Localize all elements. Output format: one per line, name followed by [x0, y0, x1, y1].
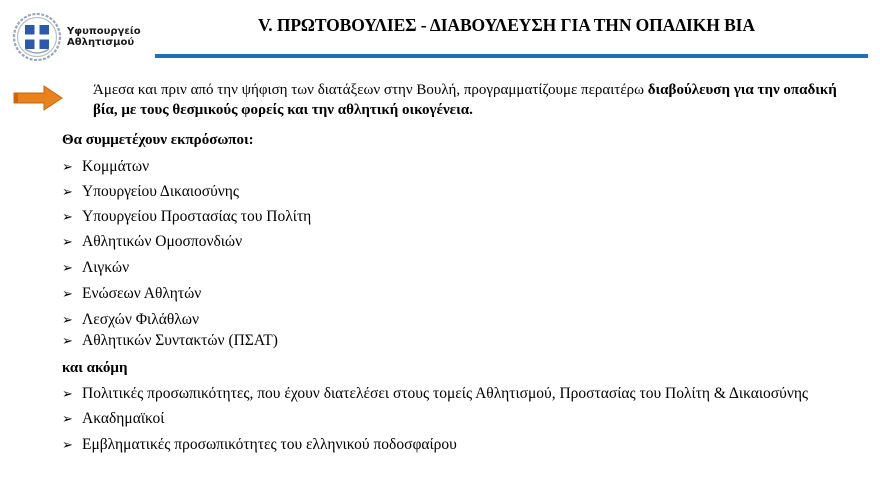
- list-item-label: Εμβληματικές προσωπικότητες του ελληνικού ποδοσφαίρου: [82, 436, 457, 453]
- list-item-label: Αθλητικών Ομοσπονδιών: [82, 233, 243, 250]
- list-item: [62, 436, 457, 454]
- intro-text-bold: διαβούλευση για την οπαδική βία, με τους θεσμικούς φορείς και την αθλητική οικογένεια.: [93, 82, 837, 118]
- intro-text: Άμεσα και πριν από την ψήφιση των διατάξεων στην Βουλή, προγραμματίζουμε περαιτέρω: [93, 82, 648, 98]
- arrowhead-bullet-icon: ➢: [62, 312, 73, 328]
- arrowhead-bullet-icon: ➢: [62, 411, 73, 427]
- list-item-label: Λεσχών Φιλάθλων: [82, 311, 200, 328]
- list-item: [62, 208, 311, 226]
- arrowhead-bullet-icon: ➢: [62, 260, 73, 276]
- arrowhead-bullet-icon: ➢: [62, 386, 73, 402]
- arrowhead-bullet-icon: ➢: [62, 333, 73, 349]
- title-divider: [155, 54, 868, 58]
- list-item-label: Ακαδημαϊκοί: [82, 410, 165, 427]
- list-item-label: Λιγκών: [82, 259, 130, 276]
- list-item-label: Υπουργείου Προστασίας του Πολίτη: [82, 208, 312, 225]
- list-item: [62, 385, 808, 403]
- list-item: [62, 285, 201, 303]
- arrowhead-bullet-icon: ➢: [62, 286, 73, 302]
- arrowhead-bullet-icon: ➢: [62, 159, 73, 175]
- arrowhead-bullet-icon: ➢: [62, 184, 73, 200]
- list-item: [62, 183, 239, 201]
- list-item-label: Κομμάτων: [82, 158, 150, 175]
- orange-right-arrow-icon: [13, 85, 63, 111]
- arrowhead-bullet-icon: ➢: [62, 437, 73, 453]
- list-item: [62, 311, 199, 329]
- list-item: [62, 332, 278, 350]
- greek-coat-of-arms-icon: [12, 12, 62, 62]
- list-item: [62, 158, 149, 176]
- list-item: [62, 259, 129, 277]
- arrowhead-bullet-icon: ➢: [62, 234, 73, 250]
- ministry-name-line2: Αθλητισμού: [67, 37, 135, 48]
- list-item: [62, 233, 242, 251]
- list-item-label: Αθλητικών Συντακτών (ΠΣΑΤ): [82, 332, 278, 349]
- ministry-name-line1: Υφυπουργείο: [67, 26, 141, 37]
- list-item-label: Υπουργείου Δικαιοσύνης: [82, 183, 240, 200]
- intro-paragraph: [93, 80, 853, 120]
- participants-heading: Θα συμμετέχουν εκπρόσωποι:: [62, 132, 254, 148]
- list-item-label: Ενώσεων Αθλητών: [82, 285, 202, 302]
- page-title: V. ΠΡΩΤΟΒΟΥΛΙΕΣ - ΔΙΑΒΟΥΛΕΥΣΗ ΓΙΑ ΤΗΝ ΟΠΑΔΙΚΗ ΒΙΑ: [258, 15, 755, 35]
- additional-heading: και ακόμη: [62, 360, 128, 376]
- list-item-label: Πολιτικές προσωπικότητες, που έχουν διατελέσει στους τομείς Αθλητισμού, Προστασίας του Πολίτη & Δικαιοσύνης: [82, 385, 809, 402]
- arrowhead-bullet-icon: ➢: [62, 209, 73, 225]
- list-item: [62, 410, 164, 428]
- ministry-name: [67, 26, 141, 48]
